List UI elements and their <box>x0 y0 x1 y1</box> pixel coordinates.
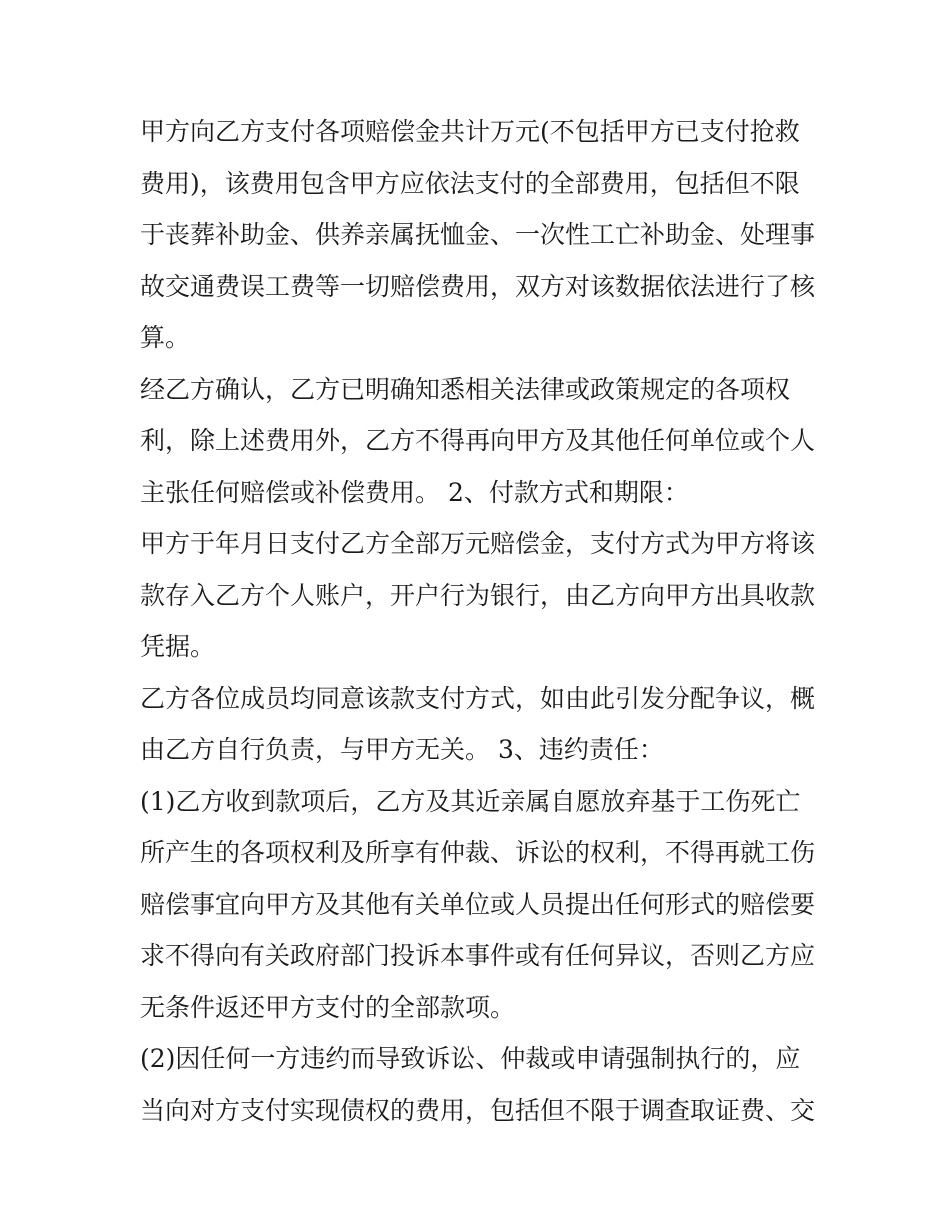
text-line: 无条件返还甲方支付的全部款项。 <box>140 992 516 1022</box>
text-line: (1)乙方收到款项后，乙方及其近亲属自愿放弃基于工伤死亡 <box>140 786 801 816</box>
text-line: (2)因任何一方违约而导致诉讼、仲裁或申请强制执行的，应 <box>140 1044 801 1073</box>
text-line: 费用)，该费用包含甲方应依法支付的全部费用，包括但不限 <box>140 168 800 198</box>
text-line: 利，除上述费用外，乙方不得再向甲方及其他任何单位或个人 <box>140 426 816 455</box>
text-line: 所产生的各项权利及所享有仲裁、诉讼的权利，不得再就工伤 <box>140 838 816 867</box>
text-line: 款存入乙方个人账户，开户行为银行，由乙方向甲方出具收款 <box>140 580 816 610</box>
text-line: 由乙方自行负责，与甲方无关。 3、违约责任： <box>140 735 664 764</box>
text-line: 乙方各位成员均同意该款支付方式，如由此引发分配争议，概 <box>140 683 816 713</box>
text-line: 凭据。 <box>140 632 216 661</box>
text-line: 甲方向乙方支付各项赔偿金共计万元(不包括甲方已支付抢救 <box>140 117 800 146</box>
text-line: 于丧葬补助金、供养亲属抚恤金、一次性工亡补助金、处理事 <box>140 220 816 249</box>
text-line: 故交通费误工费等一切赔偿费用，双方对该数据依法进行了核 <box>140 271 816 301</box>
text-line: 赔偿事宜向甲方及其他有关单位或人员提出任何形式的赔偿要 <box>140 889 816 919</box>
text-line: 算。 <box>140 323 191 352</box>
text-line: 主张任何赔偿或补偿费用。 2、付款方式和期限： <box>140 477 689 507</box>
document-body <box>140 106 820 1136</box>
text-line: 求不得向有关政府部门投诉本事件或有任何异议，否则乙方应 <box>140 941 816 970</box>
text-line: 甲方于年月日支付乙方全部万元赔偿金，支付方式为甲方将该 <box>140 529 816 558</box>
text-line: 当向对方支付实现债权的费用，包括但不限于调查取证费、交 <box>140 1095 816 1125</box>
text-line: 经乙方确认，乙方已明确知悉相关法律或政策规定的各项权 <box>140 374 791 404</box>
